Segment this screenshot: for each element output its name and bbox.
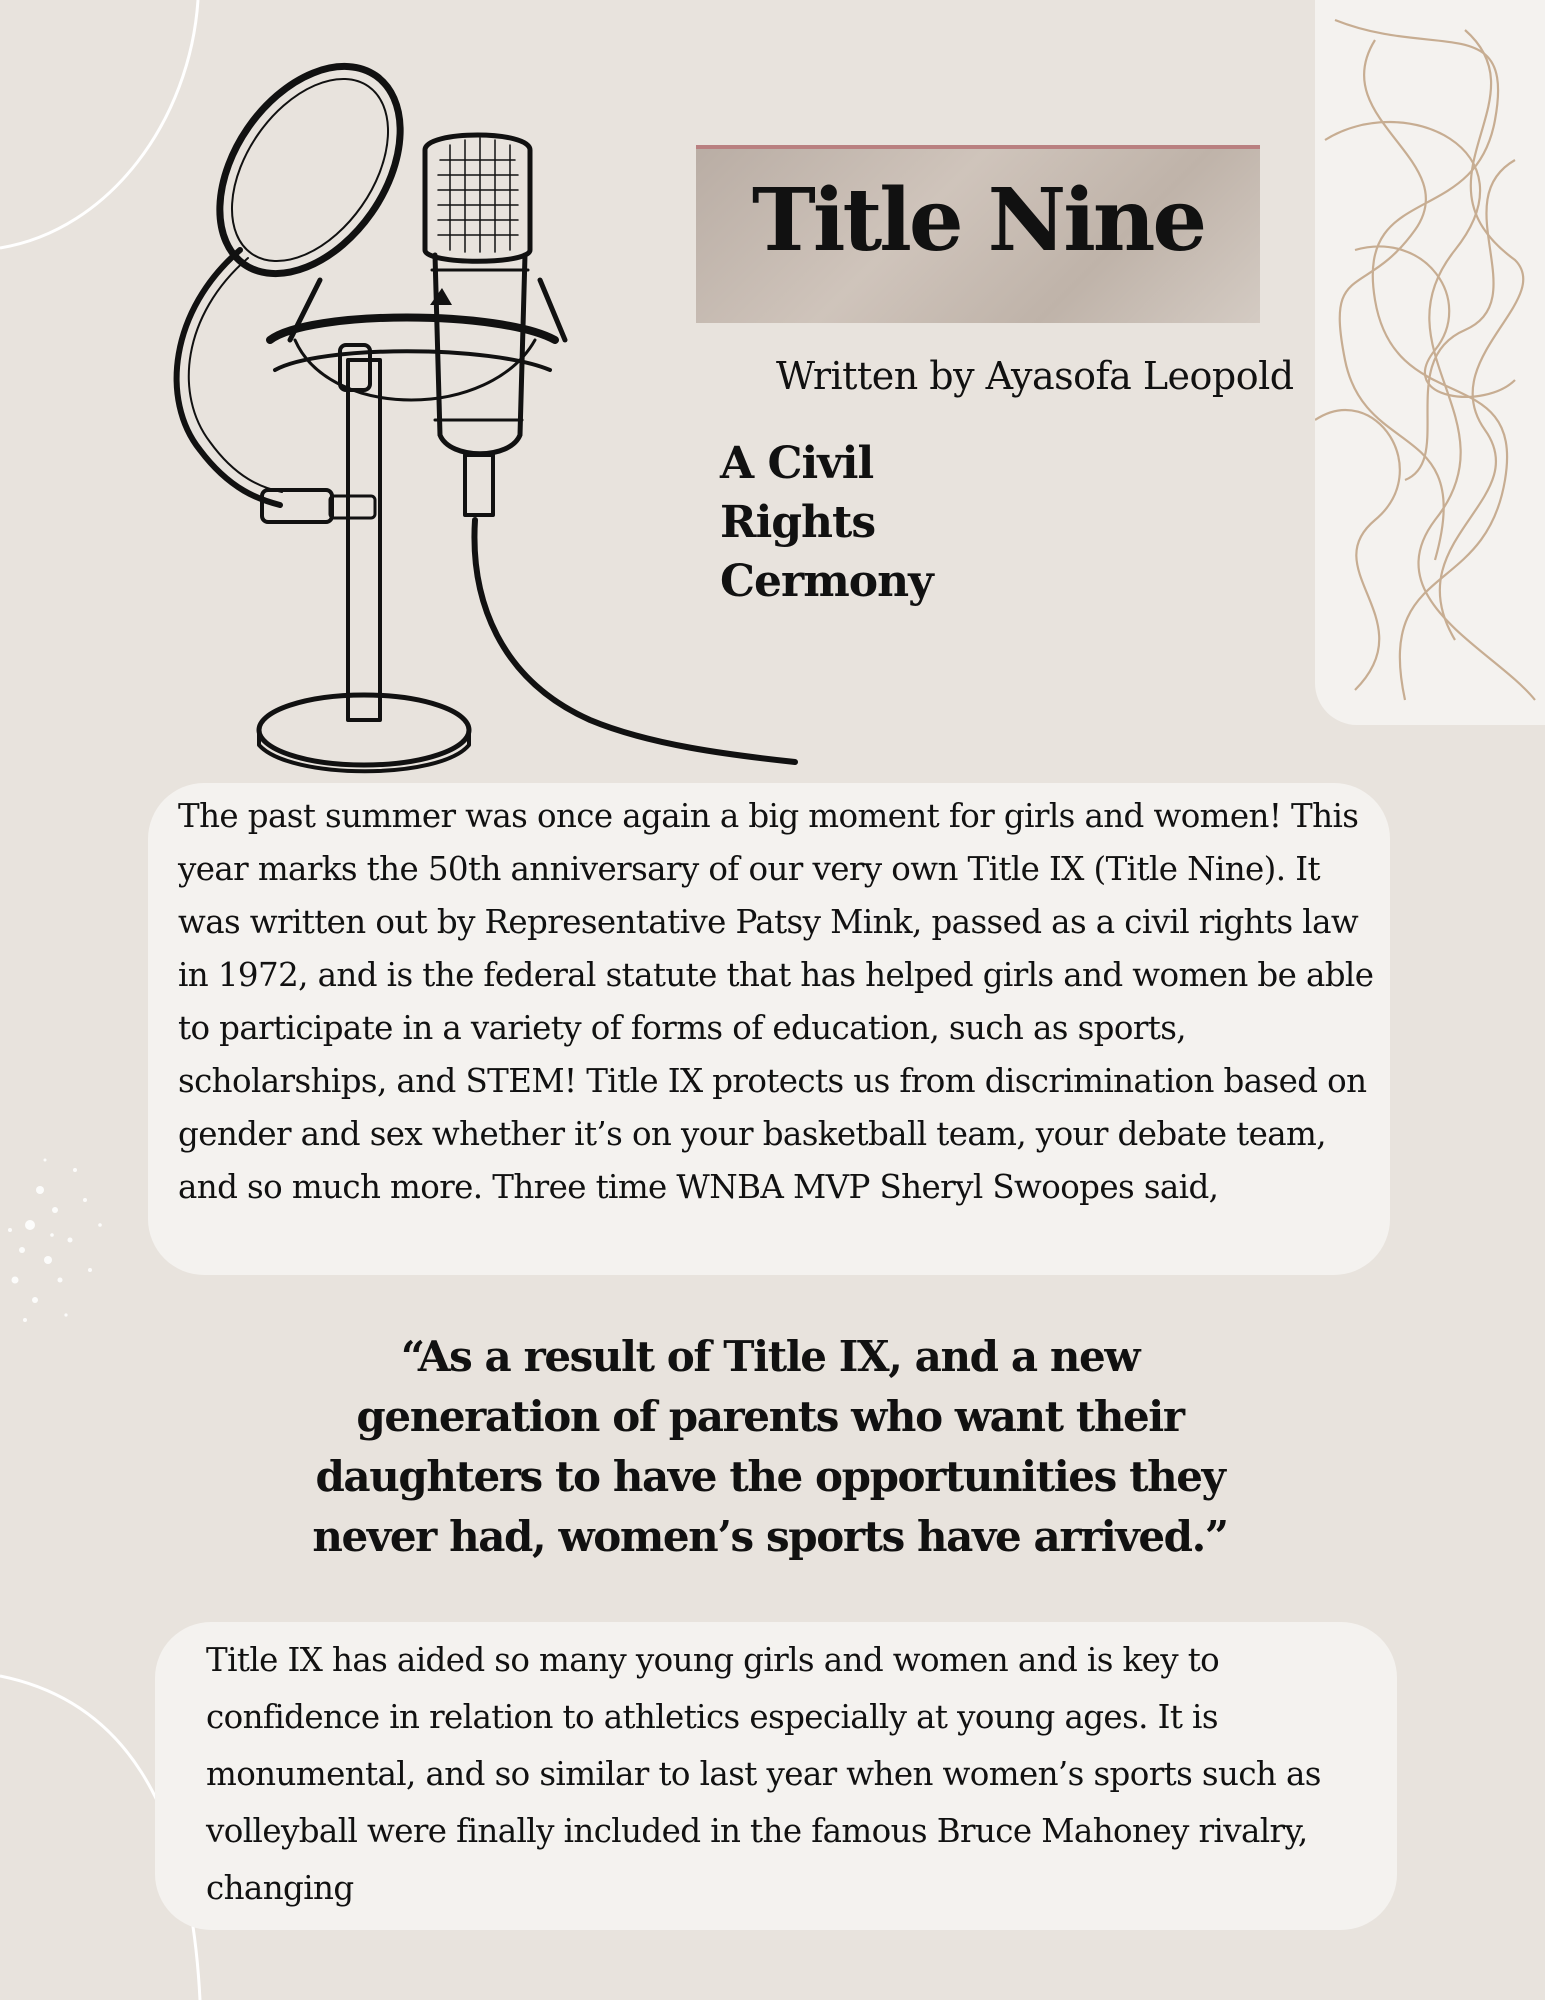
page-title: Title Nine xyxy=(751,170,1205,271)
pull-quote: “As a result of Title IX, and a new generation of parents who want their daughters to have the opportunities they never had, women’s sports have arrived.” xyxy=(312,1332,1228,1561)
article-paragraph: Title IX has aided so many young girls and women and is key to confidence in relation to athletics especially at young ages. It is monumental, and so similar to last year when women’s sports such as volleyball were finally included in the famous Bruce Mahoney rivalry, changing xyxy=(206,1641,1321,1907)
article-subtitle: A Civil Rights Cermony xyxy=(720,438,933,607)
scribble-lines-icon xyxy=(1315,0,1545,725)
author-byline: Written by Ayasofa Leopold xyxy=(776,354,1294,398)
paint-speckle xyxy=(0,1130,140,1360)
article-paragraph: The past summer was once again a big moment for girls and women! This year marks the 50th anniversary of our very own Title IX (Title Nine). It was written out by Representative Patsy Mink, passed as a civil rights law in 1972, and is the federal statute that has helped girls and women be able to participate in a variety of forms of education, such as sports, scholarships, and STEM! Title IX protects us from discrimination based on gender and sex whether it’s on your basketball team, your debate team, and so much more. Three time WNBA MVP Sheryl Swoopes said, xyxy=(178,797,1374,1206)
